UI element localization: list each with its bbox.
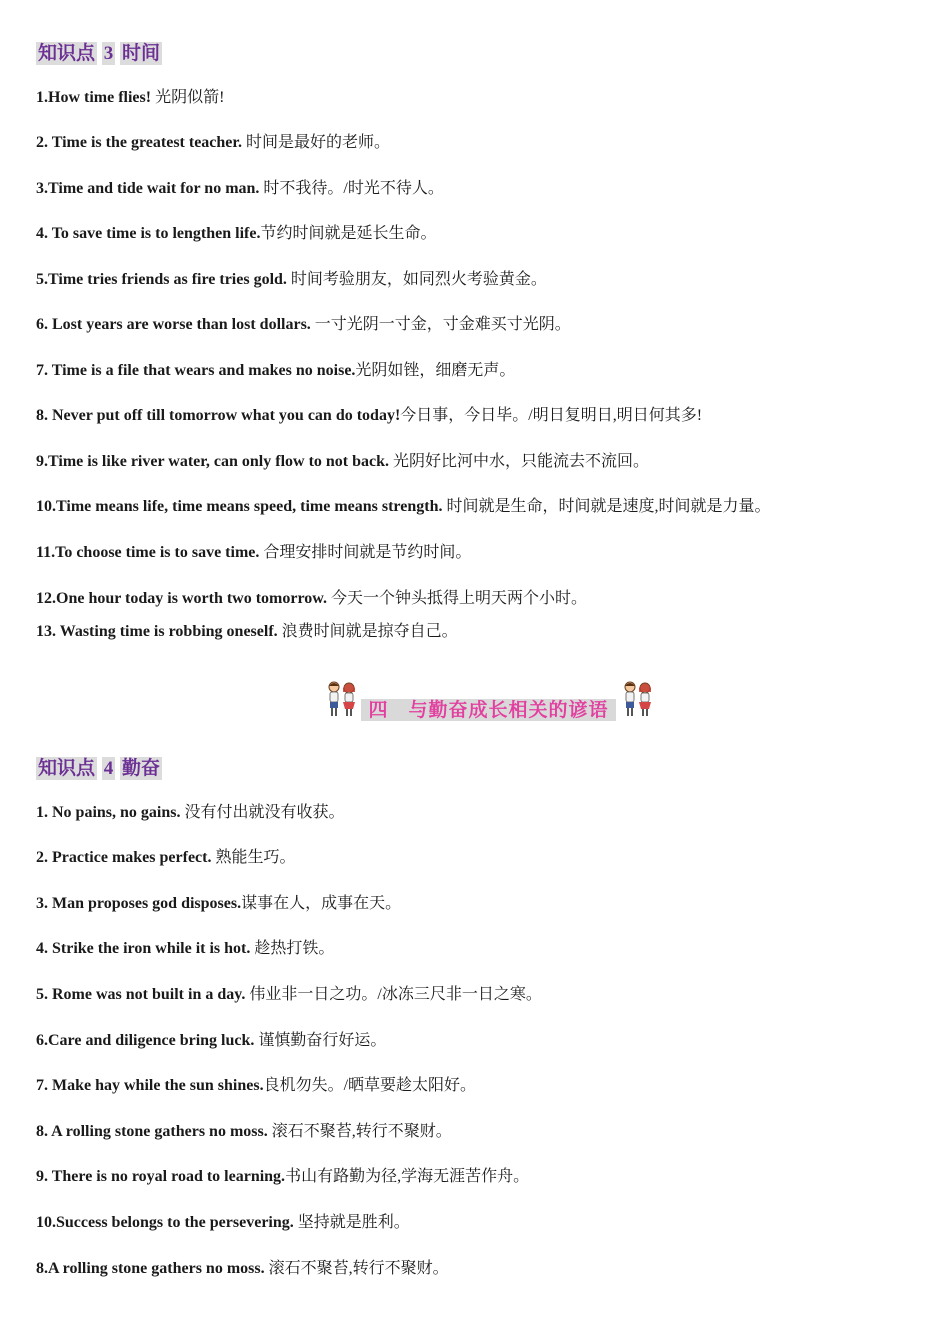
section-4-heading-number: 4 — [103, 758, 114, 779]
proverb-item: 6. Lost years are worse than lost dollars. 一寸光阴一寸金，寸金难买寸光阴。 — [36, 316, 571, 333]
section-4-heading-label: 知识点 — [38, 758, 96, 779]
section-3-heading — [36, 38, 162, 65]
proverb-item: 9. There is no royal road to learning.书山有路勤为径,学海无涯苦作舟。 — [36, 1168, 530, 1185]
proverb-item: 9.Time is like river water, can only flow to not back. 光阴好比河中水，只能流去不流回。 — [36, 453, 650, 470]
proverb-item: 7. Make hay while the sun shines.良机勿失。/晒草要趁太阳好。 — [36, 1077, 477, 1094]
proverb-item: 5. Rome was not built in a day. 伟业非一日之功。/冰冻三尺非一日之寒。 — [36, 986, 542, 1003]
section-3-heading-topic: 时间 — [122, 43, 161, 64]
section-4-heading-topic: 勤奋 — [122, 758, 161, 779]
proverb-item: 13. Wasting time is robbing oneself. 浪费时间就是掠夺自己。 — [36, 623, 458, 640]
proverb-item: 12.One hour today is worth two tomorrow. 今天一个钟头抵得上明天两个小时。 — [36, 590, 587, 607]
proverb-item: 4. Strike the iron while it is hot. 趁热打铁。 — [36, 940, 335, 957]
proverb-item: 1. No pains, no gains. 没有付出就没有收获。 — [36, 804, 345, 821]
proverb-item: 4. To save time is to lengthen life.节约时间就是延长生命。 — [36, 225, 437, 242]
proverb-item: 2. Practice makes perfect. 熟能生巧。 — [36, 849, 296, 866]
proverb-item: 3. Man proposes god disposes.谋事在人，成事在天。 — [36, 895, 402, 912]
section-3-heading-label: 知识点 — [38, 43, 96, 64]
proverb-item: 8. A rolling stone gathers no moss. 滚石不聚苔,转行不聚财。 — [36, 1123, 452, 1140]
proverb-item: 11.To choose time is to save time. 合理安排时间就是节约时间。 — [36, 544, 472, 561]
proverb-item: 5.Time tries friends as fire tries gold. 时间考验朋友，如同烈火考验黄金。 — [36, 271, 547, 288]
proverb-item: 8.A rolling stone gathers no moss. 滚石不聚苔,转行不聚财。 — [36, 1260, 449, 1277]
proverb-item: 10.Success belongs to the persevering. 坚持就是胜利。 — [36, 1214, 410, 1231]
proverb-item: 7. Time is a file that wears and makes no noise.光阴如锉，细磨无声。 — [36, 362, 516, 379]
section-3-heading-number: 3 — [103, 43, 114, 64]
proverb-item: 2. Time is the greatest teacher. 时间是最好的老师。 — [36, 134, 391, 151]
proverb-item: 1.How time flies! 光阴似箭! — [36, 89, 225, 106]
children-left-icon — [324, 680, 360, 720]
banner-title: 四 与勤奋成长相关的谚语 — [361, 699, 616, 721]
proverb-item: 3.Time and tide wait for no man. 时不我待。/时光不待人。 — [36, 180, 444, 197]
proverb-item: 6.Care and diligence bring luck. 谨慎勤奋行好运。 — [36, 1032, 387, 1049]
proverb-item: 8. Never put off till tomorrow what you can do today!今日事，今日毕。/明日复明日,明日何其多! — [36, 407, 703, 424]
section-banner — [324, 680, 664, 724]
proverb-item: 10.Time means life, time means speed, time means strength. 时间就是生命，时间就是速度,时间就是力量。 — [36, 498, 771, 515]
section-4-heading — [36, 753, 162, 780]
children-right-icon — [620, 680, 656, 720]
